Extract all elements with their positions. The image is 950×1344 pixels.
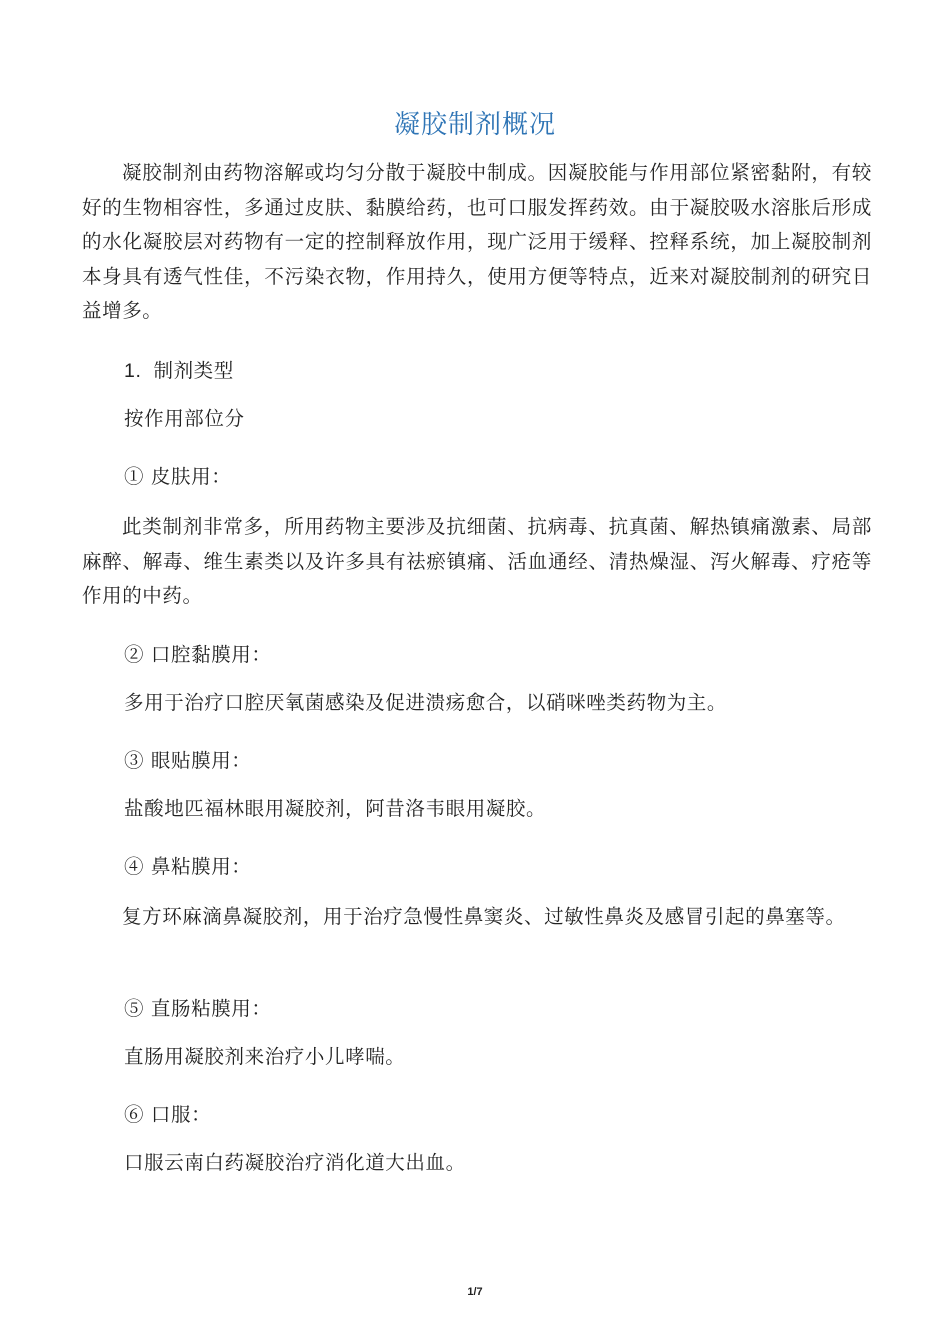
item-text-oral: 口服云南白药凝胶治疗消化道大出血。 — [124, 1151, 466, 1174]
item-text-skin: 此类制剂非常多，所用药物主要涉及抗细菌、抗病毒、抗真菌、解热镇痛激素、局部麻醉、解毒、维生素类以及许多具有祛瘀镇痛、活血通经、清热燥湿、泻火解毒、疗疮等作用的中药。 — [82, 515, 872, 607]
item-text-nasal: 复方环麻滴鼻凝胶剂，用于治疗急慢性鼻窦炎、过敏性鼻炎及感冒引起的鼻塞等。 — [122, 905, 846, 928]
intro-paragraph: 凝胶制剂由药物溶解或均匀分散于凝胶中制成。因凝胶能与作用部位紧密黏附，有较好的生物相容性，多通过皮肤、黏膜给药，也可口服发挥药效。由于凝胶吸水溶胀后形成的水化凝胶层对药物有一定的控制释放作用，现广泛用于缓释、控释系统，加上凝胶制剂本身具有透气性佳，不污染衣物，作用持久，使用方便等特点，近来对凝胶制剂的研究日益增多。 — [82, 161, 872, 322]
item-text-eye: 盐酸地匹福林眼用凝胶剂，阿昔洛韦眼用凝胶。 — [124, 797, 547, 820]
page-number: 1/7 — [467, 1286, 483, 1298]
item-text-rectal: 直肠用凝胶剂来治疗小儿哮喘。 — [124, 1045, 406, 1068]
item-label-oral-mucosa: ② 口腔黏膜用： — [124, 643, 272, 666]
item-label-nasal: ④ 鼻粘膜用： — [124, 855, 252, 878]
item-label-oral: ⑥ 口服： — [124, 1103, 212, 1126]
section-heading-text: 制剂类型 — [153, 359, 234, 382]
item-text-oral-mucosa: 多用于治疗口腔厌氧菌感染及促进溃疡愈合，以硝咪唑类药物为主。 — [124, 691, 728, 714]
item-label-rectal: ⑤ 直肠粘膜用： — [124, 997, 272, 1020]
subheading: 按作用部位分 — [124, 407, 245, 430]
item-label-eye: ③ 眼贴膜用： — [124, 749, 252, 772]
section-number: 1. — [124, 360, 142, 382]
document-title: 凝胶制剂概况 — [393, 110, 556, 140]
section-heading — [124, 356, 234, 386]
item-label-skin: ① 皮肤用： — [124, 465, 232, 488]
